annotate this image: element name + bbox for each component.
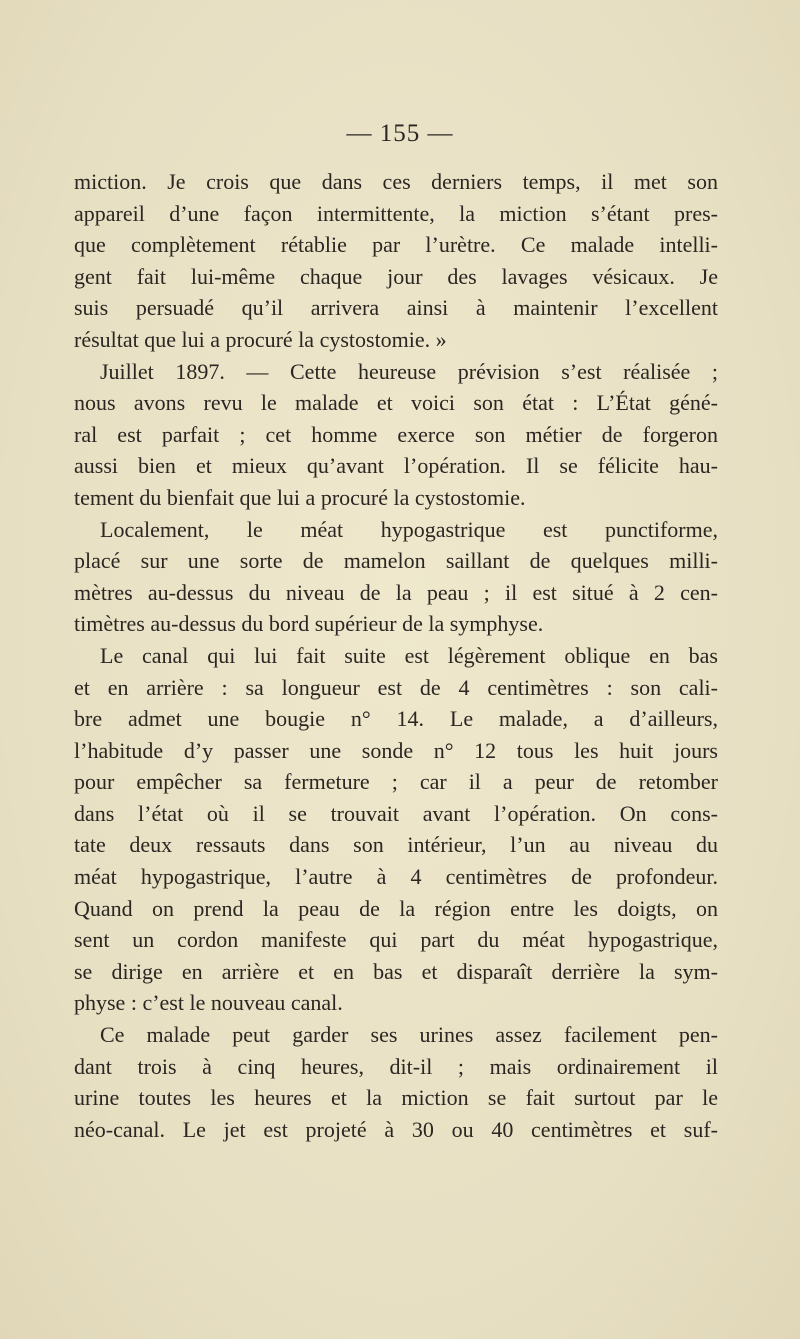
text-line: aussi bien et mieux qu’avant l’opération. Il se félicite hau- <box>74 453 718 479</box>
text-line: urine toutes les heures et la miction se fait surtout par le <box>74 1085 718 1111</box>
text-line: Juillet 1897. — Cette heureuse prévision s’est réalisée ; <box>100 358 718 384</box>
text-line: résultat que lui a procuré la cystostomie. » <box>74 326 447 352</box>
text-line: gent fait lui-même chaque jour des lavages vésicaux. Je <box>74 263 718 289</box>
text-line: et en arrière : sa longueur est de 4 centimètres : son cali- <box>74 674 718 700</box>
text-line: tate deux ressauts dans son intérieur, l’un au niveau du <box>74 832 718 858</box>
text-line: tement du bienfait que lui a procuré la cystostomie. <box>74 484 526 510</box>
text-line: dans l’état où il se trouvait avant l’opération. On cons- <box>74 800 718 826</box>
text-line: Localement, le méat hypogastrique est punctiforme, <box>100 516 718 542</box>
page-number: — 155 — <box>346 120 454 147</box>
text-line: miction. Je crois que dans ces derniers temps, il met son <box>74 169 718 194</box>
text-line: néo-canal. Le jet est projeté à 30 ou 40 centimètres et suf- <box>74 1116 718 1142</box>
text-line: sent un cordon manifeste qui part du méat hypogastrique, <box>74 927 718 953</box>
text-line: Ce malade peut garder ses urines assez facilement pen- <box>100 1022 718 1048</box>
text-line: l’habitude d’y passer une sonde n° 12 tous les huit jours <box>74 737 718 763</box>
text-line: mètres au-dessus du niveau de la peau ; il est situé à 2 cen- <box>74 579 718 605</box>
text-line: suis persuadé qu’il arrivera ainsi à maintenir l’excellent <box>74 295 718 321</box>
text-line: Le canal qui lui fait suite est légèrement oblique en bas <box>100 642 718 668</box>
text-line: méat hypogastrique, l’autre à 4 centimètres de profondeur. <box>74 864 718 890</box>
text-line: nous avons revu le malade et voici son état : L’État géné- <box>74 390 718 416</box>
text-line: que complètement rétablie par l’urètre. Ce malade intelli- <box>74 232 718 258</box>
text-line: Quand on prend la peau de la région entre les doigts, on <box>74 895 718 921</box>
text-line: physe : c’est le nouveau canal. <box>74 990 343 1016</box>
text-line: se dirige en arrière et en bas et disparaît derrière la sym- <box>74 958 718 984</box>
text-line: bre admet une bougie n° 14. Le malade, a d’ailleurs, <box>74 706 718 732</box>
text-line: appareil d’une façon intermittente, la miction s’étant pres- <box>74 200 718 226</box>
text-line: pour empêcher sa fermeture ; car il a peur de retomber <box>74 769 718 795</box>
body-text <box>74 166 718 1145</box>
text-line: placé sur une sorte de mamelon saillant de quelques milli- <box>74 548 718 574</box>
text-line: ral est parfait ; cet homme exerce son métier de forgeron <box>74 421 718 447</box>
text-line: dant trois à cinq heures, dit-il ; mais ordinairement il <box>74 1053 718 1079</box>
text-line: timètres au-dessus du bord supérieur de la symphyse. <box>74 611 544 637</box>
